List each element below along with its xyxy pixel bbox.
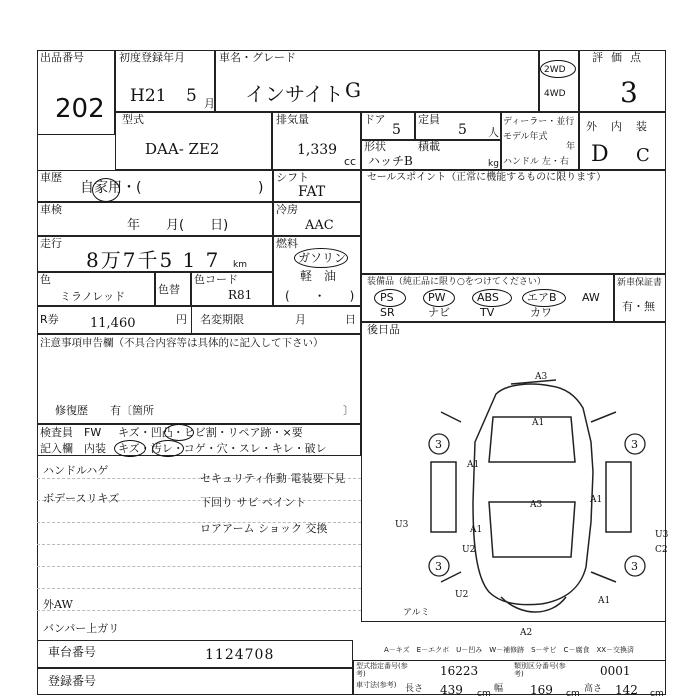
equip-abs: ABS [477,291,499,304]
inspector-fw: FW [84,426,102,439]
model-value: DAA- ZE2 [145,140,220,158]
color-code: R81 [228,288,253,302]
mileage-label: 走行 [40,237,62,250]
mark-c2-right: C2 [655,545,668,555]
exterior-label: 外 [586,120,597,133]
equip-airbag-circle [522,289,566,307]
equip-ps-circle [374,289,406,307]
equipment-label: 装備品（純正品に限り○をつけてください） [367,277,546,287]
note-left-4: バンパー上ガリ [43,622,120,635]
category-value: 0001 [600,664,631,678]
length-value: 439 [440,683,463,697]
fuel-diesel: 軽 油 [300,269,337,283]
shape-label: 形状 [364,140,386,153]
warranty-value: 有・無 [622,300,655,313]
inspector-scratch-circle [114,440,146,457]
outfit-label: 装 [636,120,647,133]
dimension-label: 車寸法(参考) [356,681,397,689]
cooling-value: AAC [305,218,334,233]
height-value: 142 [615,683,638,697]
fuel-paren: ( ・ ) [285,289,355,303]
lot-number: 202 [55,94,105,124]
drive-2wd: 2WD [544,65,566,75]
inspector-dent-circle [164,424,194,441]
recycle-value: 11,460 [90,316,136,331]
expiry-label: 名変期限 [200,313,244,326]
exterior-score: D [591,142,609,167]
designation-value: 16223 [440,664,479,678]
mark-u3-left: U3 [395,520,409,530]
inspector-row1: キズ・凹凸・ヒビ割・リペア跡・×要 [118,426,303,439]
interior-label: 内 [611,120,622,133]
displacement-unit: cc [344,155,357,168]
first-reg-month-unit: 月 [204,97,215,110]
height-unit: cm [650,689,664,699]
equip-abs-circle [472,289,512,307]
damage-legend: A－キズ E－エクボ U－凹み W－補修跡 S－サビ C－腐食 XX－交換済 [384,646,635,654]
width-label: 幅 [494,684,504,694]
model-label: 型式 [122,113,144,126]
recycle-unit: 円 [176,313,187,326]
recycle-label: R券 [40,313,59,326]
grade: G [345,78,361,102]
circle-mark-fr: 3 [631,438,638,451]
equip-pw-circle [423,289,455,307]
note-center-2: 下回り サビ ペイント [200,496,306,509]
color-value: ミラノレッド [60,290,126,303]
score-value: 3 [620,76,638,109]
category-label: 類別区分番号(参考) [514,662,566,678]
equip-sr: SR [380,306,395,319]
first-reg-month: 5 [186,86,197,106]
history-label: 車歴 [40,171,62,184]
width-unit: cm [566,689,580,699]
mileage-unit: km [233,260,247,270]
shift-label: シフト [276,171,309,184]
fuel-gasoline: ガソリン [298,251,347,265]
lot-label: 出品番号 [40,51,84,64]
note-center-1: セキュリティ作動 電装要下見 [200,472,346,485]
equip-leather: カワ [530,306,552,319]
dealer-label: ディーラー・並行 [503,117,575,127]
first-reg-era: H21 [130,86,167,106]
chassis-label: 車台番号 [48,645,97,659]
width-value: 169 [530,683,553,697]
mark-a1-hood: A1 [532,418,545,428]
history-value: 自家用・( [80,180,142,196]
note-center-3: ロアアーム ショック 交換 [200,522,328,535]
history-circle [92,178,120,202]
car-name: インサイト [245,82,344,106]
warranty-label: 新車保証書 [617,278,663,288]
score-label: 評価点 [592,51,649,64]
color-code-label: 色コード [194,273,238,286]
circle-mark-rl: 3 [435,560,442,573]
reg-label: 登録番号 [48,674,97,688]
displacement-value: 1,339 [297,142,338,158]
car-diagram [361,322,669,622]
model-year-label: モデル年式 [503,132,548,142]
length-unit: cm [477,689,491,699]
notes-label: 注意事項申告欄（不具合内容等は具体的に記入して下さい） [40,337,324,349]
shape-value: ハッチB [368,154,413,168]
mark-a1-left-door: A1 [470,525,483,535]
inspector-interior: 内装 [84,442,106,455]
history-box [37,170,273,202]
mark-a3-top: A3 [535,372,548,382]
doors-label: ドア [364,113,386,126]
note-left-1: ハンドルハゲ [43,464,109,477]
handle-label: ハンドル 左・右 [503,157,569,167]
drive-4wd: 4WD [544,89,566,99]
first-reg-label: 初度登録年月 [119,51,185,64]
equip-pw: PW [428,291,446,304]
car-name-label: 車名・グレード [219,51,296,64]
equip-navi: ナビ [428,306,450,319]
history-close: ) [258,180,264,196]
mileage-value: 8万7千5 1 7 [86,248,221,272]
chassis-value: 1124708 [205,647,275,663]
color-change-label: 色替 [158,283,180,296]
shift-value: FAT [298,184,326,200]
mark-a2-bottom: A2 [520,628,533,638]
mark-a3-roof: A3 [530,500,543,510]
sales-point-box [361,170,666,274]
year-unit: 年 [566,142,576,152]
equip-ps: PS [380,291,394,304]
rear-seat-label: 後日品 [367,323,400,336]
expiry-day: 日 [345,313,356,326]
interior-score: C [636,145,650,166]
drive-2wd-circle [540,60,576,78]
capacity-label: 定員 [418,113,440,126]
load-unit: kg [488,159,499,169]
note-left-2: ボデースリキズ [43,492,120,505]
equip-tv: TV [480,306,495,319]
equip-aw: AW [582,291,600,304]
circle-mark-rr: 3 [631,560,638,573]
inspection-label: 車検 [40,203,62,216]
doors-value: 5 [392,122,401,138]
length-label: 長さ [405,684,424,694]
mark-a1-left: A1 [467,460,480,470]
capacity-value: 5 [458,122,467,138]
mark-u2-left: U2 [462,545,476,555]
designation-label: 型式指定番号(参考) [356,662,408,678]
repair-label: 修復歴 有〔箇所 [55,404,154,417]
mark-u2-rear: U2 [455,590,469,600]
inspector-stain-circle [152,440,184,457]
fuel-label: 燃料 [276,237,298,250]
circle-mark-fl: 3 [435,438,442,451]
inspector-label-2: 記入欄 [40,442,73,455]
load-label: 積載 [418,140,440,153]
mark-u3-right: U3 [655,530,669,540]
repair-close: 〕 [343,404,354,417]
mark-a1-rear: A1 [598,596,611,606]
expiry-month: 月 [295,313,306,326]
cooling-label: 冷房 [276,203,298,216]
inspection-value: 年 月( 日) [127,218,229,233]
equip-airbag: エアB [527,291,557,304]
note-left-3: 外AW [43,598,73,611]
sales-point-label: セールスポイント（正常に機能するものに限ります） [367,172,607,183]
displacement-label: 排気量 [276,113,309,126]
inspector-label-1: 検査員 [40,426,73,439]
height-label: 高さ [584,684,603,694]
alloy-note: アルミ [403,608,430,618]
fuel-circle [294,248,348,268]
capacity-unit: 人 [488,126,499,139]
mark-a1-right: A1 [590,495,603,505]
inspector-row2: キズ・汚レ・コゲ・穴・スレ・キレ・破レ [118,442,327,455]
color-label: 色 [40,273,51,286]
